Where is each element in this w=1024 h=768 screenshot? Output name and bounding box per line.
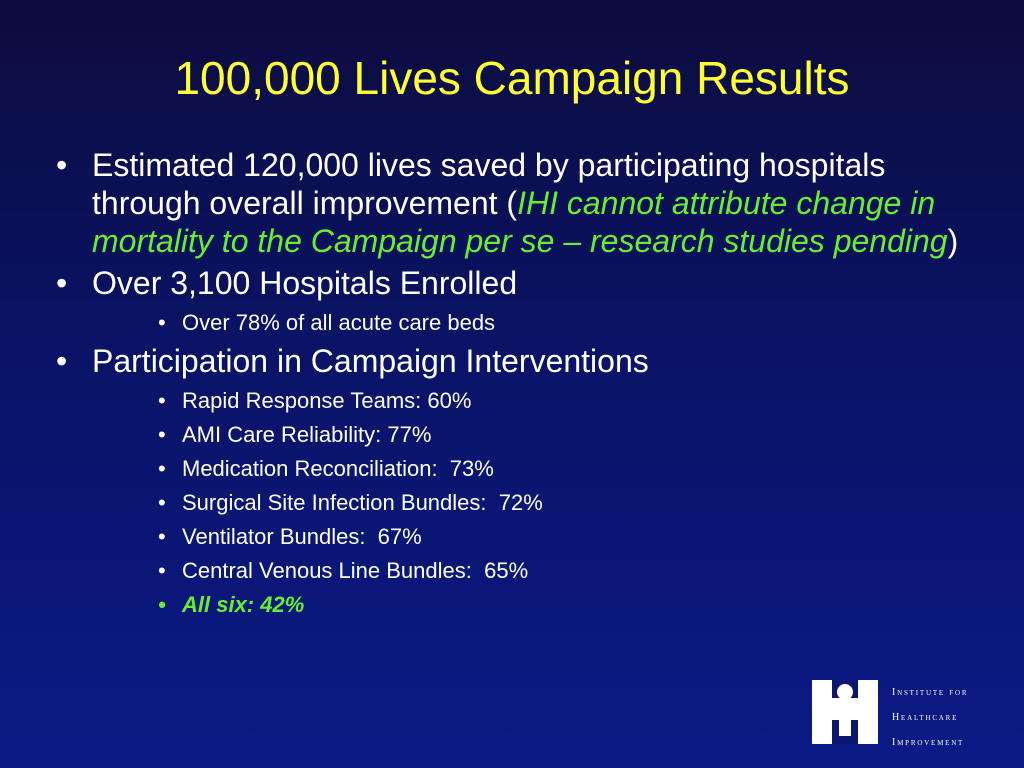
sub-bullet-marker: • [158,490,166,515]
sub-bullet-text: All six: 42% [182,592,305,617]
bullet-lives-saved [50,146,980,260]
ihi-logo-mark-icon [812,680,878,744]
sub-bullet-text: Central Venous Line Bundles: 65% [182,558,529,583]
ihi-logo [812,680,1002,748]
sub-bullet-text: Medication Reconciliation: 73% [182,456,494,481]
bullet-marker: • [56,147,68,183]
ihi-logo-line-2: Healthcare [892,712,959,723]
bullet-hospitals-enrolled [50,264,980,302]
slide-title: 100,000 Lives Campaign Results [174,52,850,104]
ihi-logo-wordmark [892,680,1004,755]
sub-bullet-marker: • [158,524,166,549]
bullet-marker: • [56,265,68,301]
sub-bullet-ventilator [50,520,980,554]
sub-bullet-marker: • [158,422,166,447]
sub-bullet-surgical-site [50,486,980,520]
bullet-marker: • [56,343,68,379]
sub-bullet-medication-reconciliation [50,452,980,486]
ihi-logo-line-1: Institute for [892,687,969,698]
sub-bullet-text: Over 78% of all acute care beds [182,310,496,335]
bullet-participation [50,342,980,380]
slide-body [50,146,980,622]
bullet-participation-text: Participation in Campaign Interventions [92,343,649,379]
sub-bullet-marker: • [158,388,166,413]
ihi-logo-line-3: Improvement [892,737,965,748]
bullet-lives-saved-text: Estimated 120,000 lives saved by participating hospitals through overall improvement ( [92,147,886,221]
sub-bullet-text: AMI Care Reliability: 77% [182,422,432,447]
sub-bullet-text: Surgical Site Infection Bundles: 72% [182,490,543,515]
sub-bullet-acute-care-beds [50,306,980,340]
sub-bullet-central-venous-line [50,554,980,588]
sub-bullet-all-six [50,588,980,622]
sub-bullet-text: Ventilator Bundles: 67% [182,524,422,549]
bullet-hospitals-enrolled-text: Over 3,100 Hospitals Enrolled [92,265,518,301]
sub-bullet-marker: • [158,592,166,617]
sub-bullet-marker: • [158,310,166,335]
bullet-lives-saved-caveat: IHI cannot attribute change in mortality to the Campaign per se – research studies pending [92,185,948,259]
sub-bullet-rapid-response [50,384,980,418]
bullet-lives-saved-close: ) [947,223,959,259]
sub-bullet-ami-care [50,418,980,452]
sub-bullet-marker: • [158,558,166,583]
sub-bullet-marker: • [158,456,166,481]
sub-bullet-text: Rapid Response Teams: 60% [182,388,472,413]
